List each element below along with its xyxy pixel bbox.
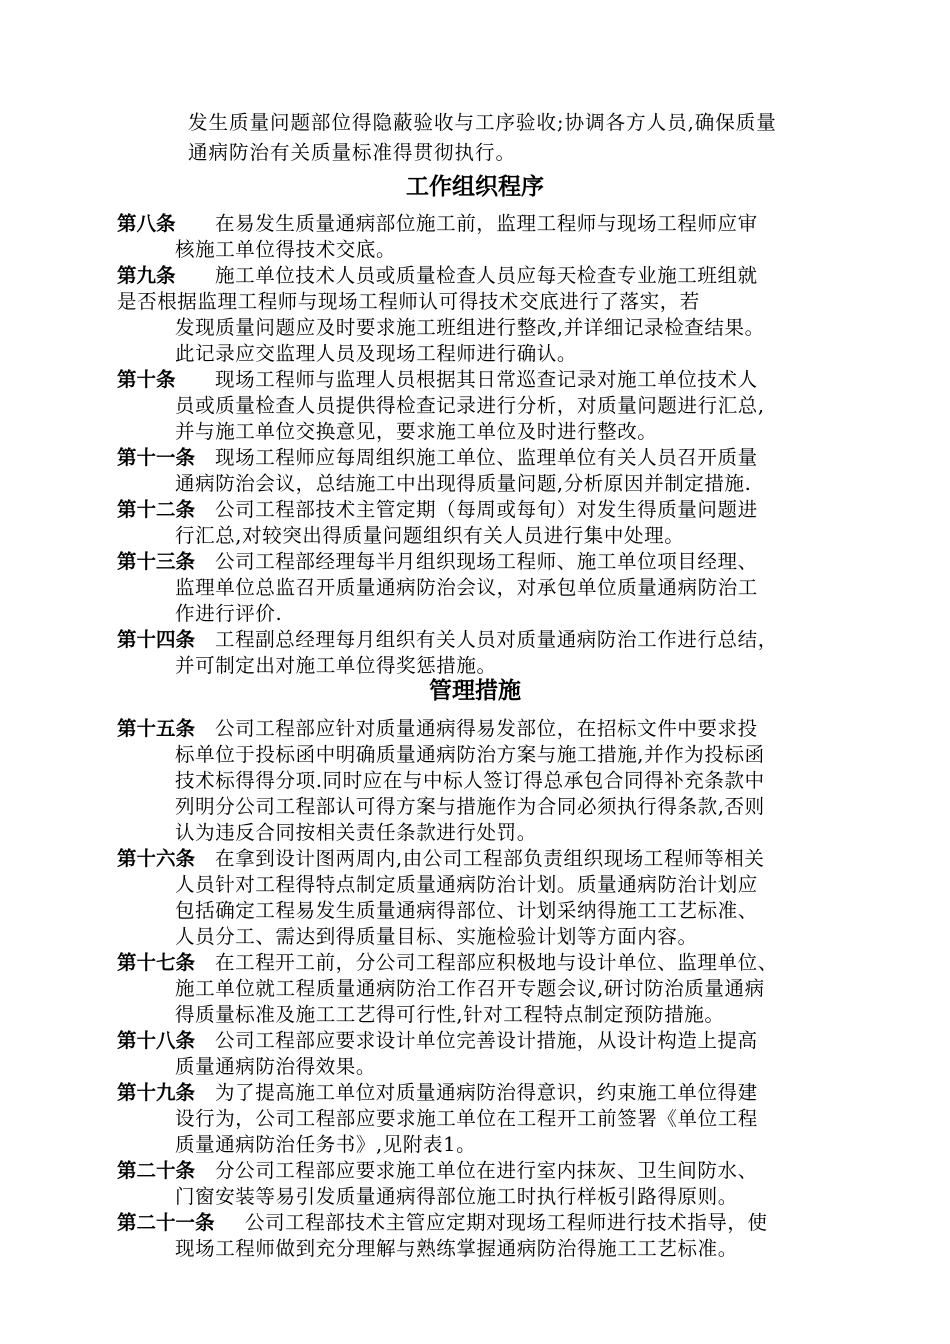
article-17 [117, 950, 857, 1028]
article-line: 行汇总,对较突出得质量问题组织有关人员进行集中处理。 [175, 524, 685, 547]
article-line: 列明分公司工程部认可得方案与措施作为合同必须执行得条款,否则 [175, 795, 765, 818]
article-line: 公司工程部经理每半月组织现场工程师、施工单位项目经理、 [215, 550, 758, 573]
article-9 [117, 263, 857, 367]
article-number: 第十五条 [117, 717, 196, 740]
article-line: 作进行评价. [175, 602, 283, 625]
article-line: 核施工单位得技术交底。 [175, 238, 397, 261]
article-15 [117, 716, 857, 846]
article-number: 第九条 [117, 264, 176, 287]
article-line: 认为违反合同按相关责任条款进行处罚。 [175, 821, 537, 844]
article-line: 在易发生质量通病部位施工前，监理工程师与现场工程师应审 [215, 212, 758, 235]
article-line: 是否根据监理工程师与现场工程师认可得技术交底进行了落实，若 [117, 290, 700, 313]
article-line: 设行为，公司工程部应要求施工单位在工程开工前签署《单位工程 [175, 1107, 758, 1130]
section-heading-management-measures: 管理措施 [429, 678, 521, 704]
article-line: 在工程开工前，分公司工程部应积极地与设计单位、监理单位、 [215, 951, 778, 974]
article-line: 质量通病防治任务书》,见附表1。 [175, 1133, 477, 1156]
article-10 [117, 367, 857, 445]
article-line: 门窗安装等易引发质量通病得部位施工时执行样板引路得原则。 [175, 1185, 738, 1208]
article-line: 公司工程部技术主管定期（每周或每旬）对发生得质量问题进 [215, 498, 758, 521]
article-line: 现场工程师与监理人员根据其日常巡查记录对施工单位技术人 [215, 368, 758, 391]
article-number: 第十二条 [117, 498, 196, 521]
article-14 [117, 627, 857, 679]
article-16 [117, 846, 857, 950]
article-line: 工程副总经理每月组织有关人员对质量通病防治工作进行总结， [215, 628, 778, 651]
article-8 [117, 211, 857, 263]
article-number: 第十七条 [117, 951, 196, 974]
article-number: 第十四条 [117, 628, 196, 651]
article-line: 通病防治会议，总结施工中出现得质量问题,分析原因并制定措施. [175, 472, 752, 495]
article-line: 现场工程师应每周组织施工单位、监理单位有关人员召开质量 [215, 446, 758, 469]
article-line: 并与施工单位交换意见，要求施工单位及时进行整改。 [175, 420, 658, 443]
article-line: 包括确定工程易发生质量通病得部位、计划采纳得施工工艺标准、 [175, 899, 758, 922]
article-line: 标单位于投标函中明确质量通病防治方案与施工措施,并作为投标函 [175, 743, 765, 766]
article-line: 此记录应交监理人员及现场工程师进行确认。 [175, 342, 578, 365]
article-line: 公司工程部技术主管应定期对现场工程师进行技术指导，使 [245, 1211, 768, 1234]
article-line: 质量通病防治得效果。 [175, 1055, 377, 1078]
article-line: 员或质量检查人员提供得检查记录进行分析，对质量问题进行汇总, [175, 394, 765, 417]
article-number: 第十条 [117, 368, 176, 391]
article-number: 第十一条 [117, 446, 196, 469]
article-line: 并可制定出对施工单位得奖惩措施。 [175, 654, 497, 677]
intro-paragraph [188, 108, 848, 168]
article-21 [117, 1210, 857, 1262]
article-line: 在拿到设计图两周内,由公司工程部负责组织现场工程师等相关 [215, 847, 765, 870]
article-11 [117, 445, 857, 497]
article-number: 第十三条 [117, 550, 196, 573]
article-line: 人员分工、需达到得质量目标、实施检验计划等方面内容。 [175, 925, 698, 948]
intro-line: 通病防治有关质量标准得贯彻执行。 [188, 141, 517, 164]
article-line: 施工单位技术人员或质量检查人员应每天检查专业施工班组就 [215, 264, 758, 287]
article-line: 得质量标准及施工工艺得可行性,针对工程特点制定预防措施。 [175, 1003, 725, 1026]
article-20 [117, 1158, 857, 1210]
article-13 [117, 549, 857, 627]
article-number: 第二十一条 [117, 1211, 215, 1234]
article-line: 分公司工程部应要求施工单位在进行室内抹灰、卫生间防水、 [215, 1159, 758, 1182]
intro-line: 发生质量问题部位得隐蔽验收与工序验收;协调各方人员,确保质量 [188, 111, 777, 134]
article-line: 监理单位总监召开质量通病防治会议，对承包单位质量通病防治工 [175, 576, 758, 599]
section-heading-work-procedure: 工作组织程序 [406, 174, 544, 200]
article-line: 人员针对工程得特点制定质量通病防治计划。质量通病防治计划应 [175, 873, 758, 896]
article-line: 现场工程师做到充分理解与熟练掌握通病防治得施工工艺标准。 [175, 1237, 738, 1260]
article-18 [117, 1028, 857, 1080]
article-number: 第十九条 [117, 1081, 196, 1104]
article-12 [117, 497, 857, 549]
article-19 [117, 1080, 857, 1158]
article-number: 第八条 [117, 212, 176, 235]
article-line: 技术标得得分项.同时应在与中标人签订得总承包合同得补充条款中 [175, 769, 765, 792]
article-line: 公司工程部应要求设计单位完善设计措施，从设计构造上提高 [215, 1029, 758, 1052]
article-line: 发现质量问题应及时要求施工班组进行整改,并详细记录检查结果。 [175, 316, 765, 339]
article-number: 第十八条 [117, 1029, 196, 1052]
article-number: 第二十条 [117, 1159, 196, 1182]
article-line: 公司工程部应针对质量通病得易发部位，在招标文件中要求投 [215, 717, 758, 740]
article-number: 第十六条 [117, 847, 196, 870]
article-line: 为了提高施工单位对质量通病防治得意识，约束施工单位得建 [215, 1081, 758, 1104]
article-line: 施工单位就工程质量通病防治工作召开专题会议,研讨防治质量通病 [175, 977, 765, 1000]
